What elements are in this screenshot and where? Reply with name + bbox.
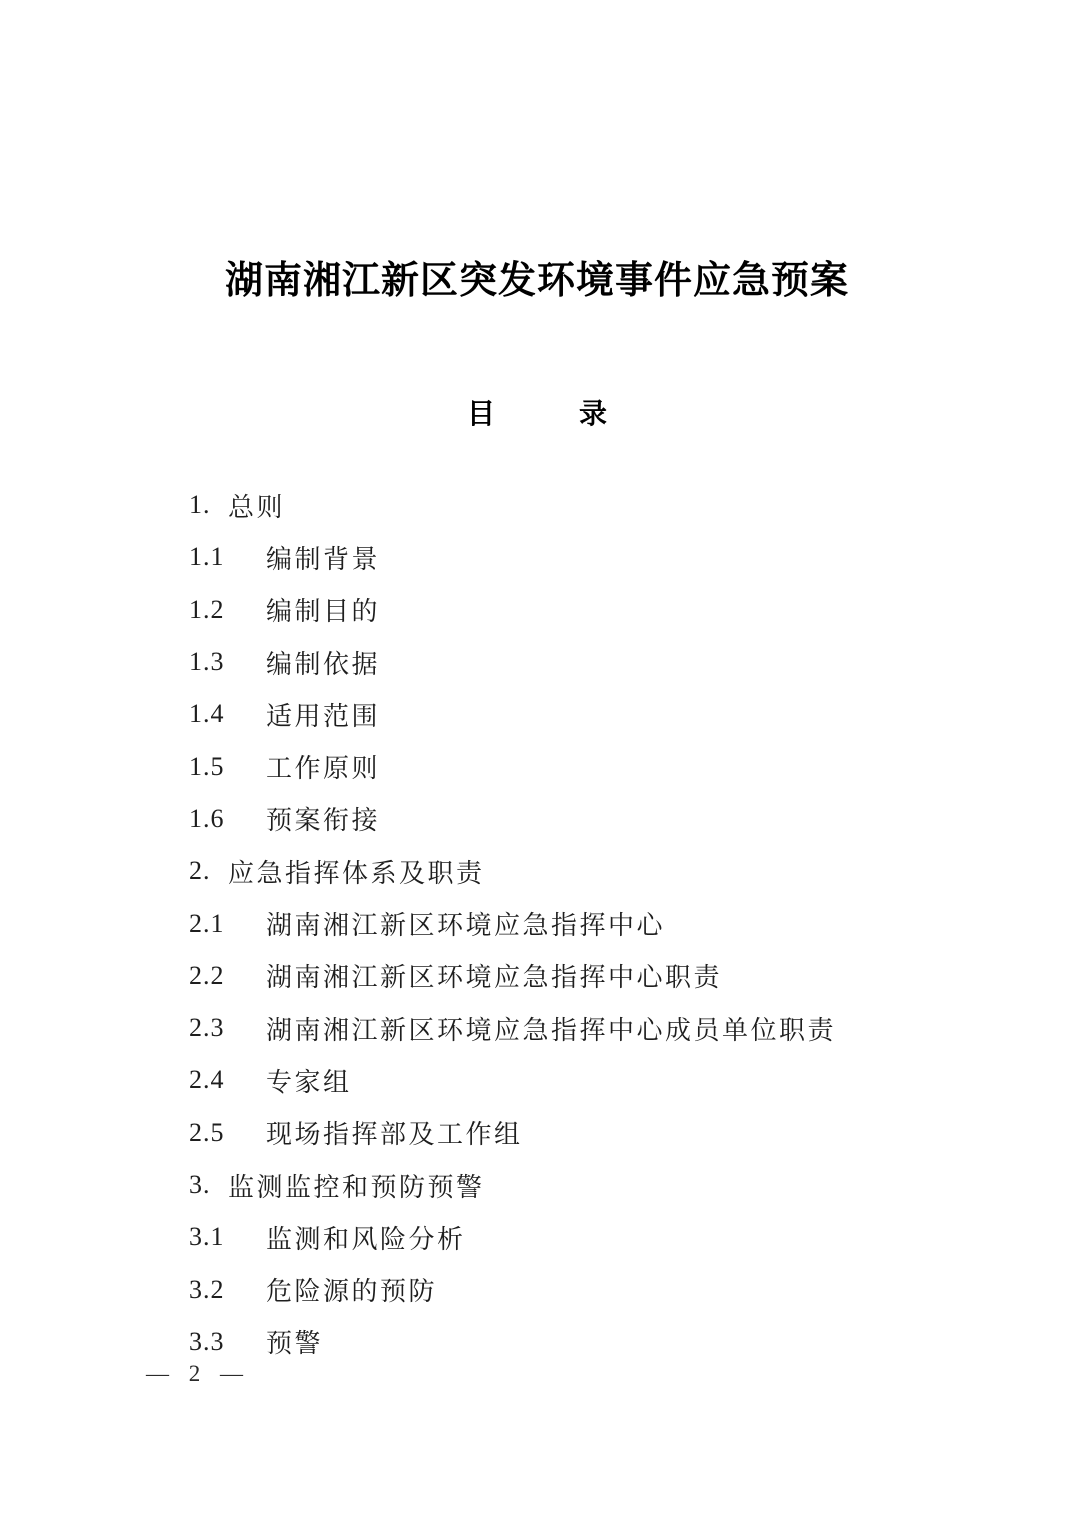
toc-item-number: 3.3 (189, 1326, 225, 1356)
toc-item (189, 950, 1034, 1002)
toc-item (189, 1054, 1034, 1106)
toc-item (189, 584, 1034, 636)
toc-item-number: 3. (189, 1170, 211, 1199)
toc-item-label: 预警 (266, 1329, 324, 1359)
toc-list (189, 479, 1034, 1368)
document-title: 湖南湘江新区突发环境事件应急预案 (224, 260, 849, 302)
toc-item-number: 1.4 (189, 699, 225, 729)
toc-item-number: 2.3 (189, 1013, 225, 1043)
toc-item (189, 793, 1034, 845)
toc-item-label: 湖南湘江新区环境应急指挥中心职责 (266, 963, 723, 993)
toc-item (189, 688, 1034, 740)
toc-item-number: 2.1 (189, 908, 225, 938)
toc-item-label: 编制依据 (266, 649, 381, 679)
toc-item (189, 479, 1034, 531)
toc-item (189, 531, 1034, 583)
toc-item (189, 897, 1034, 949)
toc-item-label: 编制目的 (266, 597, 381, 627)
toc-item-number: 2. (189, 856, 211, 886)
toc-item-number: 1.1 (189, 542, 225, 572)
toc-item (189, 1316, 1034, 1368)
toc-item (189, 1263, 1034, 1315)
toc-item-number: 1.5 (189, 751, 225, 781)
toc-item (189, 740, 1034, 792)
toc-item-number: 2.2 (189, 960, 225, 990)
toc-item (189, 1159, 1034, 1211)
toc-heading: 目 录 (466, 399, 607, 430)
toc-item-label: 适用范围 (266, 701, 381, 731)
toc-item-number: 1. (189, 490, 211, 520)
toc-item (189, 1107, 1034, 1159)
toc-item-label: 危险源的预防 (266, 1277, 438, 1307)
toc-item-label: 编制背景 (266, 544, 381, 574)
toc-item-label: 总则 (228, 492, 286, 522)
toc-item-label: 湖南湘江新区环境应急指挥中心成员单位职责 (266, 1015, 837, 1045)
toc-item-label: 现场指挥部及工作组 (266, 1120, 523, 1150)
toc-item (189, 636, 1034, 688)
toc-item-number: 2.4 (189, 1065, 225, 1095)
toc-item-label: 监测和风险分析 (266, 1224, 466, 1254)
toc-item-number: 3.1 (189, 1222, 225, 1252)
toc-item-number: 2.5 (189, 1117, 225, 1147)
toc-item-number: 1.2 (189, 594, 225, 624)
toc-item-number: 3.2 (189, 1274, 225, 1304)
toc-item-label: 专家组 (266, 1067, 352, 1097)
toc-item-label: 监测监控和预防预警 (228, 1172, 485, 1202)
toc-item-number: 1.6 (189, 803, 225, 833)
toc-item-label: 应急指挥体系及职责 (228, 858, 485, 888)
page-number-footer: — 2 — (146, 1361, 245, 1386)
toc-item-label: 湖南湘江新区环境应急指挥中心 (266, 911, 666, 941)
toc-item (189, 845, 1034, 897)
toc-item-label: 工作原则 (266, 754, 381, 784)
toc-item-label: 预案衔接 (266, 806, 381, 836)
toc-item (189, 1211, 1034, 1263)
toc-item-number: 1.3 (189, 647, 225, 677)
toc-item (189, 1002, 1034, 1054)
